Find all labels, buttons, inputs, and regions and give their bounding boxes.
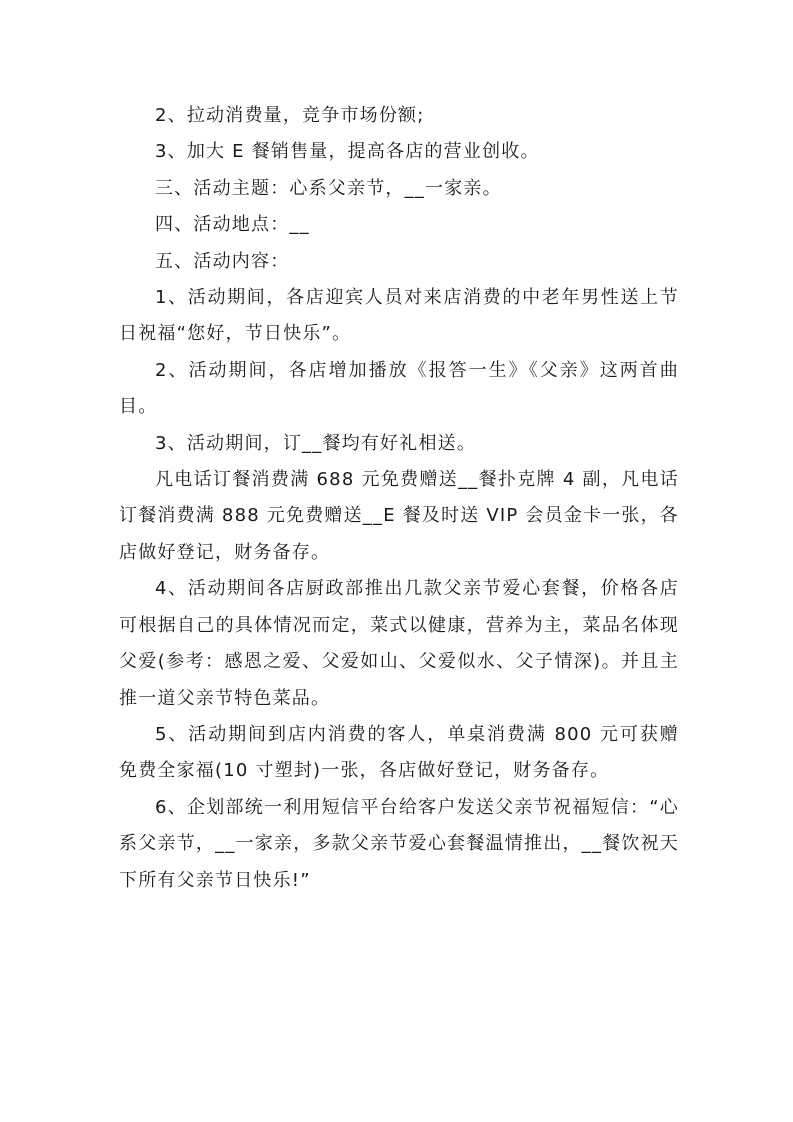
document-body [119, 98, 679, 899]
paragraph-item-3: 3、活动期间，订__餐均有好礼相送。 [155, 432, 477, 454]
paragraph-item-4: 4、活动期间各店厨政部推出几款父亲节爱心套餐，价格各店可根据自己的具体情况而定，菜式以健康，营养为主，菜品名体现父爱(参考：感恩之爱、父爱如山、父爱似水、父子情深)。并且主推一道父亲节特色菜品。 [119, 578, 679, 709]
paragraph-item-1: 1、活动期间，各店迎宾人员对来店消费的中老年男性送上节日祝福“您好，节日快乐”。 [119, 287, 679, 345]
paragraph-item-5: 5、活动期间到店内消费的客人，单桌消费满 800 元可获赠免费全家福(10 寸塑封)一张，各店做好登记，财务备存。 [119, 723, 679, 782]
paragraph-item-2: 2、活动期间，各店增加播放《报答一生》《父亲》这两首曲目。 [119, 359, 679, 418]
paragraph-item-6: 6、企划部统一利用短信平台给客户发送父亲节祝福短信：“心系父亲节，__一家亲，多款父亲节爱心套餐温情推出，__餐饮祝天下所有父亲节日快乐!” [119, 796, 679, 891]
paragraph-location: 四、活动地点：__ [155, 214, 310, 236]
paragraph-content-heading: 五、活动内容： [155, 250, 290, 272]
paragraph-goal-2: 2、拉动消费量，竞争市场份额; [155, 105, 425, 126]
paragraph-phone-order: 凡电话订餐消费满 688 元免费赠送__餐扑克牌 4 副，凡电话订餐消费满 888 元免费赠送__E 餐及时送 VIP 会员金卡一张，各店做好登记，财务备存。 [119, 469, 680, 563]
paragraph-goal-3: 3、加大 E 餐销售量，提高各店的营业创收。 [155, 141, 540, 163]
paragraph-theme: 三、活动主题：心系父亲节，__一家亲。 [155, 177, 502, 199]
